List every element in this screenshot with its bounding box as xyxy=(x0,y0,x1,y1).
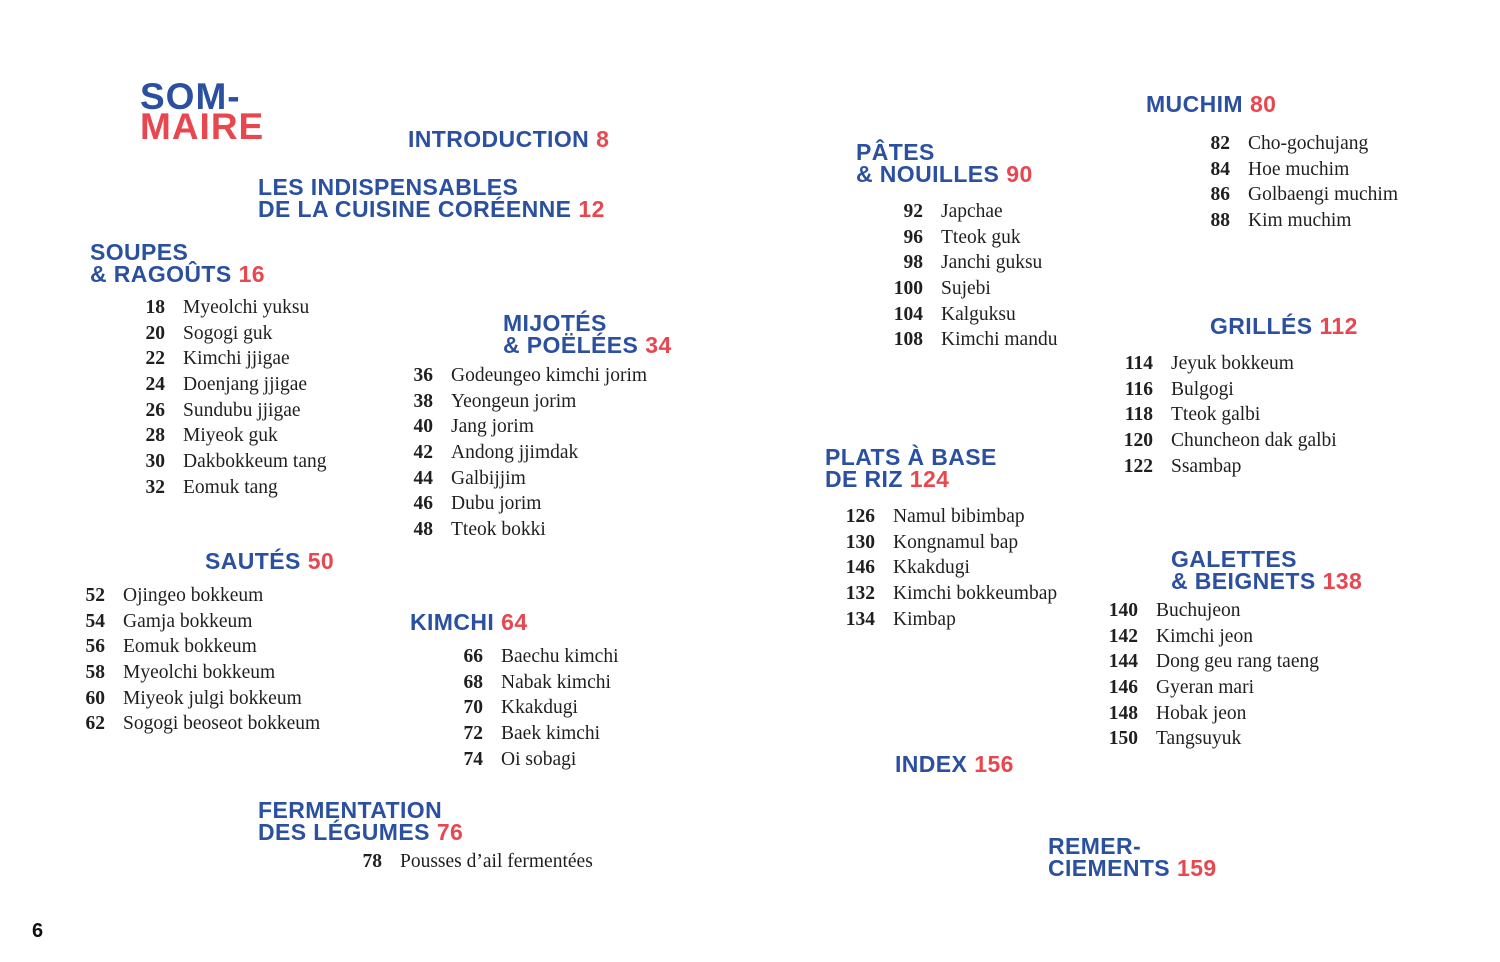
toc-entry-page: 70 xyxy=(463,697,483,719)
toc-entry-page: 122 xyxy=(1123,455,1153,477)
toc-entry-title: Dong geu rang taeng xyxy=(1156,651,1319,673)
toc-entry xyxy=(1184,133,1398,159)
list-grilles xyxy=(1107,353,1337,481)
heading-page-number: 8 xyxy=(596,126,610,152)
toc-entry-page: 62 xyxy=(85,713,105,735)
heading-text: & RAGOÛTS xyxy=(90,261,232,287)
toc-entry-title: Ssambap xyxy=(1171,455,1242,477)
toc-entry-page: 28 xyxy=(145,425,165,447)
toc-entry xyxy=(877,304,1057,330)
toc-entry-title: Bulgogi xyxy=(1171,378,1234,400)
toc-entry xyxy=(437,697,619,723)
heading-line xyxy=(1048,857,1217,879)
heading-line xyxy=(90,263,265,285)
heading-text: DES LÉGUMES xyxy=(258,819,430,845)
toc-entry xyxy=(59,713,320,739)
toc-entry-title: Pousses d’ail fermentées xyxy=(400,851,593,872)
toc-entry xyxy=(829,609,1057,635)
toc-entry-title: Golbaengi muchim xyxy=(1248,184,1399,206)
toc-entry-title: Jeyuk bokkeum xyxy=(1171,353,1294,374)
page-folio: 6 xyxy=(32,920,44,942)
toc-entry-page: 42 xyxy=(413,442,433,464)
heading-text: & NOUILLES xyxy=(856,161,1000,187)
toc-entry-title: Dubu jorim xyxy=(451,493,542,515)
section-heading-soupes xyxy=(90,241,265,285)
toc-entry-title: Kongnamul bap xyxy=(893,531,1019,553)
toc-entry-title: Sogogi beoseot bokkeum xyxy=(123,713,321,735)
toc-entry-title: Andong jjimdak xyxy=(451,442,579,464)
toc-entry-page: 48 xyxy=(413,519,433,541)
toc-entry-title: Dakbokkeum tang xyxy=(183,451,327,473)
toc-entry xyxy=(877,329,1057,355)
heading-line xyxy=(856,163,1033,185)
toc-entry xyxy=(336,851,593,877)
list-muchim xyxy=(1184,133,1398,236)
toc-entry xyxy=(119,348,327,374)
toc-entry-title: Kimchi jeon xyxy=(1156,625,1253,647)
heading-text: FERMENTATION xyxy=(258,797,443,823)
toc-entry-title: Kim muchim xyxy=(1248,210,1352,232)
toc-entry-page: 86 xyxy=(1210,184,1230,206)
toc-entry xyxy=(877,278,1057,304)
toc-entry xyxy=(1092,728,1319,754)
toc-entry-title: Myeolchi bokkeum xyxy=(123,662,276,684)
toc-entry-page: 126 xyxy=(845,506,875,527)
toc-entry-page: 46 xyxy=(413,493,433,515)
page-title-line1: SOM- xyxy=(140,76,241,117)
toc-entry-page: 88 xyxy=(1210,210,1230,232)
toc-entry xyxy=(119,425,327,451)
heading-text: LES INDISPENSABLES xyxy=(258,174,519,200)
heading-page-number: 124 xyxy=(909,466,950,492)
toc-entry-title: Sogogi guk xyxy=(183,322,273,344)
toc-entry xyxy=(1107,430,1337,456)
heading-text: REMER- xyxy=(1048,833,1142,859)
toc-entry-page: 98 xyxy=(903,252,923,274)
toc-entry-page: 82 xyxy=(1210,133,1230,154)
heading-text: GRILLÉS xyxy=(1210,313,1313,339)
toc-entry-title: Tteok bokki xyxy=(451,519,546,541)
toc-entry xyxy=(387,391,647,417)
toc-entry-page: 20 xyxy=(145,322,165,344)
toc-entry-page: 118 xyxy=(1124,404,1153,426)
heading-page-number: 16 xyxy=(238,261,265,287)
heading-text: & POËLÉES xyxy=(503,332,639,358)
toc-entry-page: 96 xyxy=(903,226,923,248)
toc-entry-title: Oi sobagi xyxy=(501,748,577,770)
toc-entry xyxy=(1184,210,1398,236)
toc-entry-title: Miyeok julgi bokkeum xyxy=(123,687,302,709)
toc-entry-page: 142 xyxy=(1108,625,1138,647)
toc-entry-page: 84 xyxy=(1210,158,1230,180)
toc-entry-page: 144 xyxy=(1108,651,1138,673)
toc-entry-page: 58 xyxy=(85,662,105,684)
toc-entry-title: Sundubu jjigae xyxy=(183,399,301,421)
toc-entry-page: 100 xyxy=(893,278,923,300)
heading-text: MUCHIM xyxy=(1146,91,1243,117)
toc-entry-title: Janchi guksu xyxy=(941,252,1043,274)
toc-entry xyxy=(1092,703,1319,729)
toc-entry xyxy=(387,519,647,545)
heading-page-number: 64 xyxy=(501,609,528,635)
toc-entry xyxy=(1107,353,1337,379)
toc-entry-title: Doenjang jjigae xyxy=(183,374,307,396)
toc-entry-page: 68 xyxy=(463,671,483,693)
toc-entry-page: 74 xyxy=(463,748,483,770)
toc-entry-page: 132 xyxy=(845,583,875,605)
toc-entry-title: Cho-gochujang xyxy=(1248,133,1369,154)
heading-text: INDEX xyxy=(895,751,968,777)
heading-text: MIJOTÉS xyxy=(503,310,607,336)
section-heading-galettes xyxy=(1171,548,1362,592)
toc-entry xyxy=(119,451,327,477)
heading-line xyxy=(205,550,334,572)
toc-entry-page: 148 xyxy=(1108,702,1138,724)
heading-page-number: 138 xyxy=(1322,568,1363,594)
toc-entry-page: 104 xyxy=(893,303,923,325)
heading-line xyxy=(825,446,997,468)
heading-line xyxy=(258,821,463,843)
toc-entry-page: 72 xyxy=(463,723,483,745)
heading-text: SOUPES xyxy=(90,239,189,265)
heading-line xyxy=(410,611,528,633)
heading-line xyxy=(1171,570,1362,592)
toc-entry-title: Tteok guk xyxy=(941,226,1021,248)
heading-text: SAUTÉS xyxy=(205,548,301,574)
toc-entry xyxy=(1092,600,1319,626)
toc-entry xyxy=(1184,184,1398,210)
toc-entry xyxy=(59,585,320,611)
heading-line xyxy=(258,176,605,198)
heading-page-number: 159 xyxy=(1177,855,1217,881)
toc-entry-page: 108 xyxy=(893,329,923,351)
section-heading-kimchi xyxy=(410,611,528,633)
toc-entry xyxy=(119,374,327,400)
heading-page-number: 12 xyxy=(578,196,605,222)
toc-entry-title: Kkakdugi xyxy=(501,697,578,719)
toc-entry-page: 40 xyxy=(413,416,433,438)
toc-entry xyxy=(1092,626,1319,652)
toc-entry xyxy=(829,506,1057,532)
toc-entry xyxy=(387,468,647,494)
toc-entry-page: 54 xyxy=(85,610,105,632)
toc-entry-title: Japchae xyxy=(941,201,1003,222)
toc-entry xyxy=(387,416,647,442)
toc-entry-title: Miyeok guk xyxy=(183,425,278,447)
list-pates xyxy=(877,201,1057,355)
toc-entry-title: Jang jorim xyxy=(451,416,534,438)
toc-entry xyxy=(829,557,1057,583)
toc-entry-page: 66 xyxy=(463,646,483,667)
list-mijotes xyxy=(387,365,647,545)
toc-entry-page: 116 xyxy=(1124,378,1153,400)
toc-entry-title: Gyeran mari xyxy=(1156,677,1254,699)
toc-entry-page: 26 xyxy=(145,399,165,421)
heading-page-number: 50 xyxy=(307,548,335,574)
heading-line xyxy=(503,334,672,356)
toc-entry-page: 18 xyxy=(145,297,165,318)
toc-entry-title: Baek kimchi xyxy=(501,723,601,745)
section-heading-pates xyxy=(856,141,1033,185)
heading-line xyxy=(90,241,265,263)
toc-entry xyxy=(119,323,327,349)
toc-entry xyxy=(877,201,1057,227)
toc-entry xyxy=(387,442,647,468)
toc-entry xyxy=(437,646,619,672)
section-heading-muchim xyxy=(1146,93,1276,115)
toc-entry-page: 114 xyxy=(1124,353,1153,374)
toc-entry xyxy=(1092,677,1319,703)
list-kimchi xyxy=(437,646,619,774)
heading-text: & BEIGNETS xyxy=(1171,568,1316,594)
toc-entry-page: 140 xyxy=(1108,600,1138,621)
toc-entry-page: 134 xyxy=(845,608,875,630)
toc-entry xyxy=(387,493,647,519)
heading-line xyxy=(1146,93,1276,115)
heading-page-number: 90 xyxy=(1006,161,1033,187)
toc-entry-page: 38 xyxy=(413,390,433,412)
toc-entry xyxy=(877,227,1057,253)
heading-line xyxy=(1210,315,1358,337)
toc-entry-title: Buchujeon xyxy=(1156,600,1241,621)
toc-entry-title: Kimchi mandu xyxy=(941,329,1058,351)
toc-entry-title: Chuncheon dak galbi xyxy=(1171,430,1337,452)
toc-entry-title: Myeolchi yuksu xyxy=(183,297,310,318)
toc-entry-page: 60 xyxy=(85,687,105,709)
toc-entry xyxy=(1107,404,1337,430)
heading-text: PÂTES xyxy=(856,139,935,165)
toc-entry-page: 24 xyxy=(145,374,165,396)
toc-entry xyxy=(59,688,320,714)
list-fermentation xyxy=(336,851,593,877)
toc-entry-title: Ojingeo bokkeum xyxy=(123,585,264,606)
heading-text: DE RIZ xyxy=(825,466,903,492)
toc-entry xyxy=(59,636,320,662)
toc-entry xyxy=(59,662,320,688)
heading-line xyxy=(856,141,1033,163)
list-sautes xyxy=(59,585,320,739)
toc-entry-title: Kkakdugi xyxy=(893,557,970,579)
list-galettes xyxy=(1092,600,1319,754)
toc-entry-page: 52 xyxy=(85,585,105,606)
toc-entry xyxy=(1107,379,1337,405)
section-heading-mijotes xyxy=(503,312,672,356)
toc-entry-title: Hobak jeon xyxy=(1156,702,1247,724)
toc-entry-title: Tteok galbi xyxy=(1171,404,1261,426)
toc-entry-page: 22 xyxy=(145,348,165,370)
heading-line xyxy=(408,128,609,150)
toc-entry-page: 146 xyxy=(1108,677,1138,699)
toc-entry xyxy=(119,297,327,323)
heading-line xyxy=(1171,548,1362,570)
heading-text: CIEMENTS xyxy=(1048,855,1171,881)
toc-entry-page: 30 xyxy=(145,451,165,473)
toc-entry-title: Gamja bokkeum xyxy=(123,610,253,632)
toc-entry xyxy=(829,532,1057,558)
section-heading-plats xyxy=(825,446,997,490)
heading-page-number: 76 xyxy=(436,819,464,845)
heading-line xyxy=(825,468,997,490)
toc-entry-title: Sujebi xyxy=(941,278,991,300)
section-heading-sautes xyxy=(205,550,334,572)
toc-entry xyxy=(1107,456,1337,482)
toc-entry-title: Eomuk tang xyxy=(183,476,278,498)
heading-text: KIMCHI xyxy=(410,609,495,635)
section-heading-fermentation xyxy=(258,799,463,843)
toc-entry-title: Namul bibimbap xyxy=(893,506,1025,527)
heading-text: DE LA CUISINE CORÉENNE xyxy=(258,196,572,222)
heading-page-number: 34 xyxy=(645,332,672,358)
toc-entry-title: Kimchi bokkeumbap xyxy=(893,583,1058,605)
page-title-line2: MAIRE xyxy=(140,106,265,147)
toc-entry xyxy=(1184,159,1398,185)
toc-entry-page: 146 xyxy=(845,557,875,579)
toc-entry-page: 44 xyxy=(413,467,433,489)
heading-line xyxy=(258,799,463,821)
toc-entry xyxy=(59,611,320,637)
toc-entry-page: 56 xyxy=(85,636,105,658)
section-heading-remerciements xyxy=(1048,835,1217,879)
toc-entry xyxy=(387,365,647,391)
section-heading-index xyxy=(895,753,1014,775)
toc-entry xyxy=(119,477,327,503)
toc-entry xyxy=(829,583,1057,609)
toc-entry-title: Kimbap xyxy=(893,608,956,630)
heading-text: GALETTES xyxy=(1171,546,1297,572)
toc-entry xyxy=(437,672,619,698)
toc-entry-page: 32 xyxy=(145,476,165,498)
toc-entry-title: Galbijjim xyxy=(451,467,526,489)
heading-text: PLATS À BASE xyxy=(825,444,997,470)
toc-entry-title: Eomuk bokkeum xyxy=(123,636,257,658)
toc-entry-page: 130 xyxy=(845,531,875,553)
toc-entry-page: 120 xyxy=(1123,430,1153,452)
toc-entry-title: Tangsuyuk xyxy=(1156,728,1242,750)
toc-entry-page: 150 xyxy=(1108,728,1138,750)
toc-entry-title: Kimchi jjigae xyxy=(183,348,290,370)
list-soupes xyxy=(119,297,327,503)
heading-line xyxy=(503,312,672,334)
heading-page-number: 156 xyxy=(974,751,1014,777)
toc-entry xyxy=(119,400,327,426)
toc-entry xyxy=(1092,651,1319,677)
toc-entry xyxy=(877,252,1057,278)
toc-entry-page: 36 xyxy=(413,365,433,386)
heading-line xyxy=(895,753,1014,775)
toc-entry-page: 92 xyxy=(903,201,923,222)
heading-page-number: 112 xyxy=(1319,313,1358,339)
heading-text: INTRODUCTION xyxy=(408,126,590,152)
heading-line xyxy=(1048,835,1217,857)
toc-entry-title: Godeungeo kimchi jorim xyxy=(451,365,648,386)
toc-entry-title: Hoe muchim xyxy=(1248,158,1350,180)
toc-entry-title: Yeongeun jorim xyxy=(451,390,577,412)
heading-line xyxy=(258,198,605,220)
toc-entry-title: Kalguksu xyxy=(941,303,1016,325)
heading-page-number: 80 xyxy=(1249,91,1277,117)
toc-entry-title: Nabak kimchi xyxy=(501,671,611,693)
toc-entry xyxy=(437,749,619,775)
toc-entry xyxy=(437,723,619,749)
toc-entry-page: 78 xyxy=(362,851,382,872)
section-heading-introduction xyxy=(408,128,609,150)
section-heading-grilles xyxy=(1210,315,1358,337)
page-title xyxy=(140,76,265,147)
list-plats xyxy=(829,506,1057,634)
section-heading-indispensables xyxy=(258,176,605,220)
toc-entry-title: Baechu kimchi xyxy=(501,646,619,667)
